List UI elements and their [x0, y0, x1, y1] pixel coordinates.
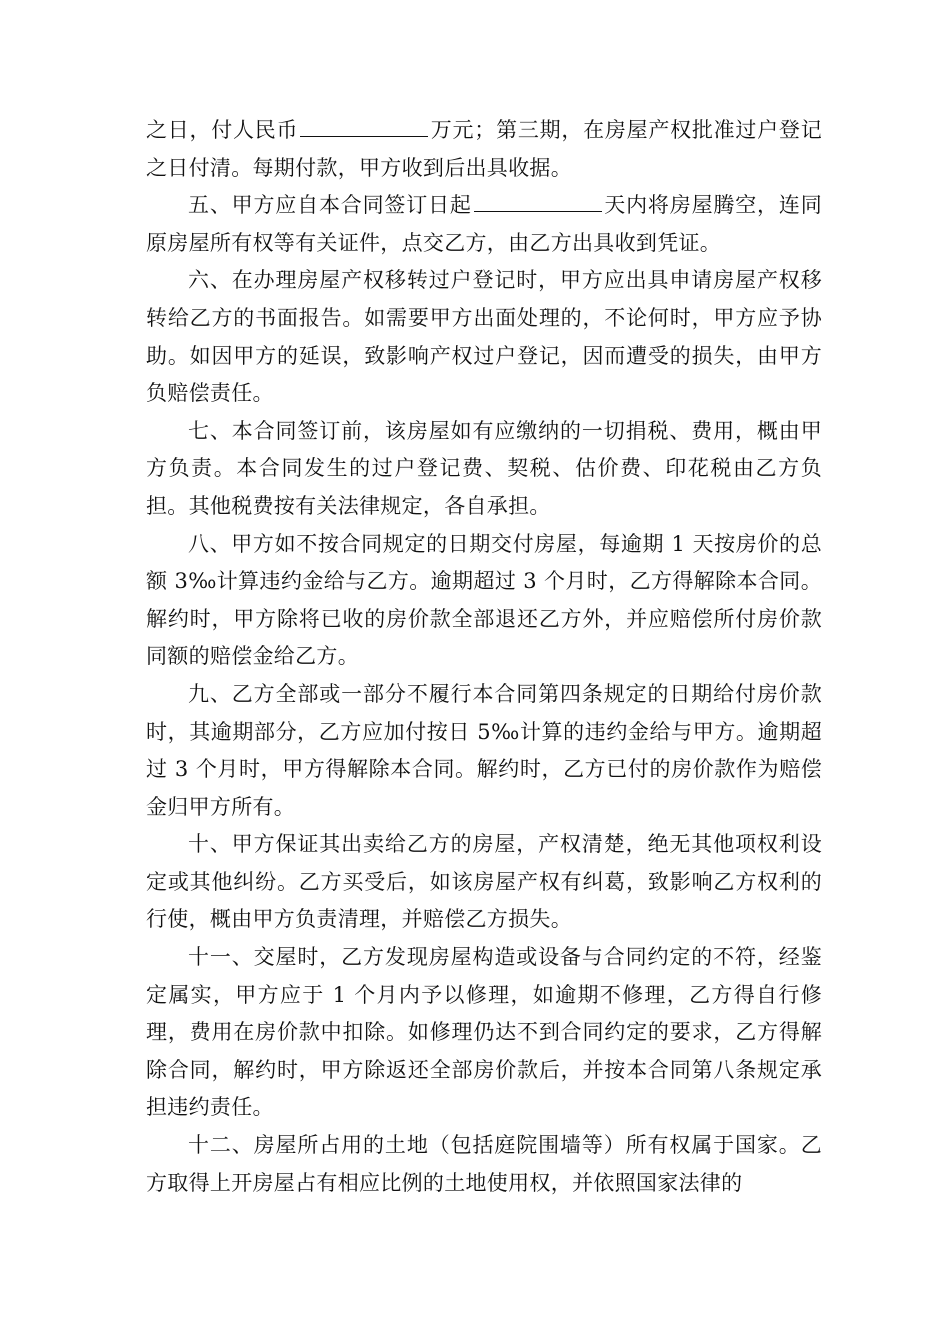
paragraph-text-before: 五、甲方应自本合同签订日起: [188, 193, 472, 218]
contract-page: [146, 112, 822, 1202]
paragraph-continuation: [146, 112, 822, 187]
days-blank-line: [474, 191, 602, 212]
paragraph-clause-8: 八、甲方如不按合同规定的日期交付房屋，每逾期 1 天按房价的总额 3‰计算违约金给与乙方。逾期超过 3 个月时，乙方得解除本合同。解约时，甲方除将已收的房价款全部退还乙方外，并应赔偿所付房价款同额的赔偿金给乙方。: [146, 531, 822, 669]
paragraph-clause-12: 十二、房屋所占用的土地（包括庭院围墙等）所有权属于国家。乙方取得上开房屋占有相应比例的土地使用权，并依照国家法律的: [146, 1133, 822, 1195]
paragraph-clause-11: 十一、交屋时，乙方发现房屋构造或设备与合同约定的不符，经鉴定属实，甲方应于 1 个月内予以修理，如逾期不修理，乙方得自行修理，费用在房价款中扣除。如修理仍达不到合同约定的要求，乙方得解除合同，解约时，甲方除返还全部房价款后，并按本合同第八条规定承担违约责任。: [146, 945, 822, 1120]
paragraph-text-before: 之日，付人民币: [146, 118, 299, 142]
amount-blank-line: [300, 116, 428, 137]
paragraph-clause-5: [146, 187, 822, 262]
paragraph-text-after: 万元；第三期，在房屋产权批准过户登记之日付清。每期付款，甲方收到后出具收据。: [146, 118, 822, 180]
paragraph-clause-9: 九、乙方全部或一部分不履行本合同第四条规定的日期给付房价款时，其逾期部分，乙方应加付按日 5‰计算的违约金给与甲方。逾期超过 3 个月时，甲方得解除本合同。解约时，乙方已付的房价款作为赔偿金归甲方所有。: [146, 681, 822, 819]
paragraph-clause-10: 十、甲方保证其出卖给乙方的房屋，产权清楚，绝无其他项权利设定或其他纠纷。乙方买受后，如该房屋产权有纠葛，致影响乙方权利的行使，概由甲方负责清理，并赔偿乙方损失。: [146, 832, 822, 932]
paragraph-text-after: 天内将房屋腾空，连同原房屋所有权等有关证件，点交乙方，由乙方出具收到凭证。: [146, 193, 822, 255]
paragraph-clause-6: 六、在办理房屋产权移转过户登记时，甲方应出具申请房屋产权移转给乙方的书面报告。如需要甲方出面处理的，不论何时，甲方应予协助。如因甲方的延误，致影响产权过户登记，因而遭受的损失，由甲方负赔偿责任。: [146, 268, 822, 406]
paragraph-clause-7: 七、本合同签订前，该房屋如有应缴纳的一切捐税、费用，概由甲方负责。本合同发生的过户登记费、契税、估价费、印花税由乙方负担。其他税费按有关法律规定，各自承担。: [146, 418, 822, 518]
